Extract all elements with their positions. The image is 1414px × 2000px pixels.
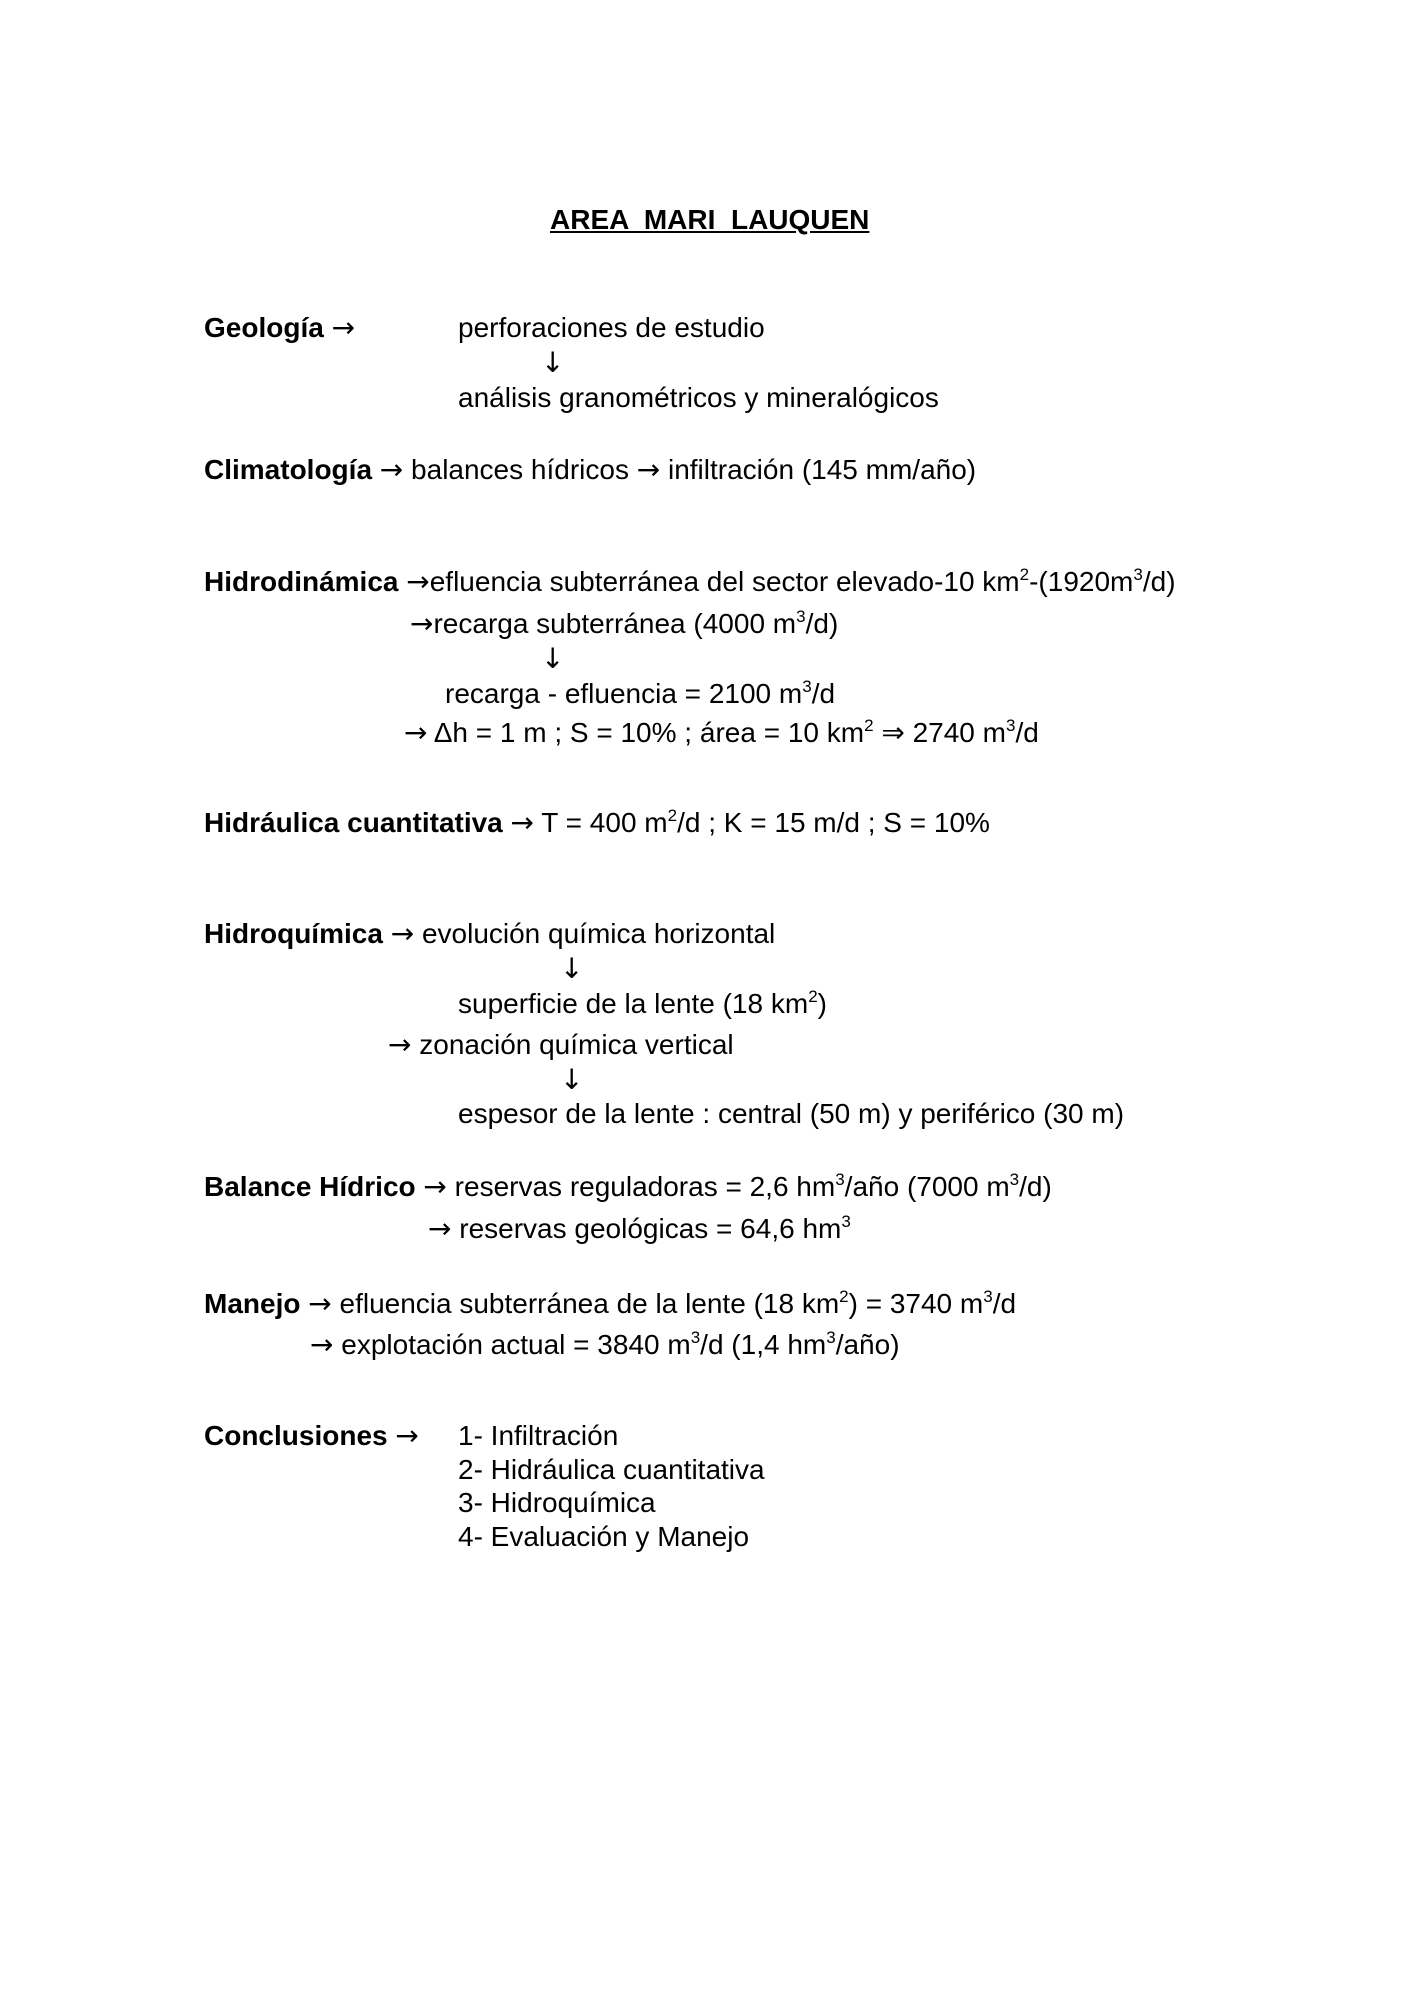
conclusiones-item: 3- Hidroquímica: [458, 1487, 656, 1518]
hidro-text: Δh = 1 m ; S = 10% ; área = 10 km: [433, 717, 865, 748]
manejo-text: /año): [835, 1329, 900, 1360]
hidraulica-label: Hidráulica cuantitativa: [204, 807, 503, 838]
superscript: 3: [835, 1170, 845, 1189]
balance-label: Balance Hídrico: [204, 1171, 416, 1202]
manejo-text: explotación actual = 3840 m: [341, 1329, 691, 1360]
manejo-line1: [204, 1287, 1016, 1321]
geologia-line1: perforaciones de estudio: [458, 312, 765, 343]
hidro-text: /d: [811, 678, 836, 709]
manejo-text: /d (1,4 hm: [700, 1329, 827, 1360]
conclusiones-item: 2- Hidráulica cuantitativa: [458, 1454, 765, 1485]
hidro-text: /d): [1142, 566, 1176, 597]
hidraulica-text: /d ; K = 15 m/d ; S = 10%: [677, 807, 990, 838]
superscript: 3: [690, 1328, 701, 1347]
hidrodinamica-label: Hidrodinámica: [204, 566, 399, 597]
balance-line2: [428, 1212, 851, 1246]
superscript: 3: [1009, 1170, 1020, 1189]
arrow-right-icon: →: [331, 311, 356, 344]
hidroquimica-line3: [388, 1028, 734, 1062]
hidro-text: efluencia subterránea del sector elevado-10 km: [429, 566, 1020, 597]
arrow-right-icon: →: [428, 1212, 452, 1245]
conclusiones-row: [204, 1419, 419, 1453]
arrow-right-icon: →: [636, 453, 661, 486]
page-title: AREA MARI LAUQUEN: [550, 204, 870, 235]
superscript: 3: [983, 1287, 993, 1306]
hidro-text: recarga subterránea (4000 m: [433, 608, 797, 639]
superscript: 3: [841, 1212, 851, 1231]
hidrodinamica-line3: [445, 677, 835, 711]
arrow-right-icon: →: [379, 453, 404, 486]
arrow-right-icon: →: [390, 917, 415, 950]
conclusiones-item: 4- Evaluación y Manejo: [458, 1521, 750, 1552]
implies-icon: ⇒: [881, 716, 905, 749]
superscript: 2: [1019, 565, 1030, 584]
arrow-right-icon: →: [310, 1328, 334, 1361]
climatologia-row: [204, 453, 976, 487]
hidraulica-text: T = 400 m: [541, 807, 668, 838]
hidroquimica-line1: [204, 917, 775, 951]
balance-line1: [204, 1170, 1052, 1204]
hidroquimica-line2: [458, 987, 827, 1021]
conclusiones-label: Conclusiones: [204, 1420, 388, 1451]
manejo-text: efluencia subterránea de la lente (18 km: [339, 1288, 840, 1319]
arrow-right-icon: →: [406, 565, 430, 598]
superscript: 3: [796, 607, 806, 626]
manejo-text: ) = 3740 m: [848, 1288, 984, 1319]
geologia-row: [204, 311, 355, 345]
arrow-right-icon: →: [388, 1028, 412, 1061]
hidraulica-row: [204, 806, 990, 840]
arrow-right-icon: →: [410, 607, 434, 640]
superscript: 3: [1005, 716, 1016, 735]
arrow-right-icon: →: [423, 1170, 447, 1203]
conclusiones-item: 1- Infiltración: [458, 1420, 619, 1451]
hidroquimica-label: Hidroquímica: [204, 918, 383, 949]
hidroquimica-line4: espesor de la lente : central (50 m) y periférico (30 m): [458, 1098, 1125, 1129]
hidroquimica-text: ): [817, 988, 827, 1019]
arrow-down-icon: ↓: [541, 346, 565, 379]
superscript: 3: [802, 677, 812, 696]
arrow-right-icon: →: [510, 806, 535, 839]
superscript: 2: [808, 987, 818, 1006]
arrow-right-icon: →: [395, 1419, 419, 1452]
balance-text: reservas reguladoras = 2,6 hm: [454, 1171, 836, 1202]
hidro-text: -(1920m: [1029, 566, 1134, 597]
climatologia-text1: balances hídricos: [411, 454, 629, 485]
hidroquimica-text: zonación química vertical: [419, 1029, 734, 1060]
superscript: 3: [826, 1328, 836, 1347]
geologia-label: Geología: [204, 312, 324, 343]
arrow-right-icon: →: [404, 716, 428, 749]
arrow-right-icon: →: [308, 1287, 332, 1320]
manejo-line2: [310, 1328, 900, 1362]
superscript: 3: [1133, 565, 1143, 584]
hidroquimica-text: superficie de la lente (18 km: [458, 988, 809, 1019]
hidro-text: /d): [805, 608, 839, 639]
superscript: 2: [839, 1287, 849, 1306]
hidro-text: recarga - efluencia = 2100 m: [445, 678, 803, 709]
climatologia-label: Climatología: [204, 454, 373, 485]
arrow-down-icon: ↓: [541, 642, 565, 675]
balance-text: /año (7000 m: [844, 1171, 1010, 1202]
arrow-down-icon: ↓: [560, 952, 584, 985]
hidrodinamica-line1: [204, 565, 1176, 599]
arrow-down-icon: ↓: [560, 1063, 584, 1096]
climatologia-text2: infiltración (145 mm/año): [667, 454, 977, 485]
balance-text: /d): [1019, 1171, 1052, 1202]
manejo-label: Manejo: [204, 1288, 301, 1319]
hidro-text: /d: [1015, 717, 1039, 748]
superscript: 2: [667, 806, 678, 825]
superscript: 2: [864, 716, 874, 735]
hidroquimica-text: evolución química horizontal: [421, 918, 776, 949]
balance-text: reservas geológicas = 64,6 hm: [459, 1213, 842, 1244]
hidrodinamica-line4: [404, 716, 1039, 750]
hidrodinamica-line2: [410, 607, 838, 641]
manejo-text: /d: [992, 1288, 1017, 1319]
geologia-line2: análisis granométricos y mineralógicos: [458, 382, 939, 413]
hidro-text: 2740 m: [912, 717, 1006, 748]
